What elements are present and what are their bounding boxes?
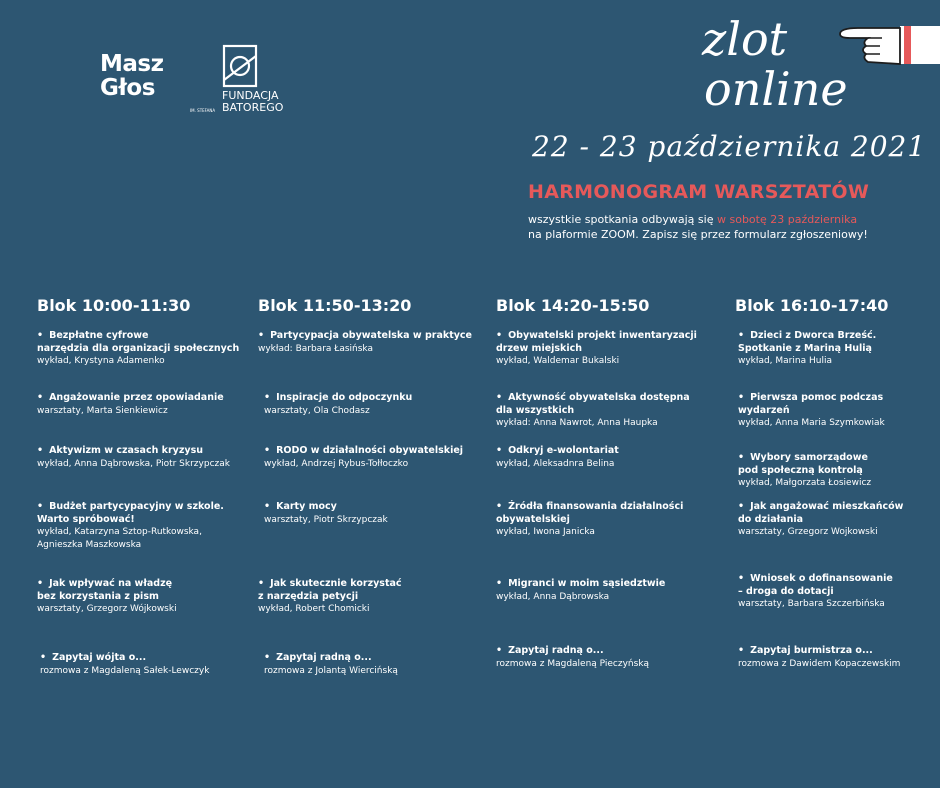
item-subtitle: warsztaty, Grzegorz Wojkowski <box>738 527 878 537</box>
bullet-icon: • <box>496 445 503 456</box>
event-title-line-2: online <box>704 62 848 116</box>
event-title <box>702 14 848 114</box>
bullet-icon: • <box>37 330 44 341</box>
block-2-title: Blok 11:50-13:20 <box>258 296 412 315</box>
block-3-title: Blok 14:20-15:50 <box>496 296 650 315</box>
fundacja-line-2: BATOREGO <box>222 101 284 114</box>
bullet-icon: • <box>738 501 745 512</box>
item-title: Budżet partycypacyjny w szkole. Warto spróbować! <box>37 501 224 525</box>
item-title: Karty mocy <box>276 501 337 512</box>
intro-part-1: wszystkie spotkania odbywają się <box>528 213 717 226</box>
item-title: Obywatelski projekt inwentaryzacji drzew miejskich <box>496 330 697 354</box>
item-subtitle: rozmowa z Dawidem Kopaczewskim <box>738 658 901 669</box>
block-1-title: Blok 10:00-11:30 <box>37 296 191 315</box>
item-title: Migranci w moim sąsiedztwie <box>508 578 666 589</box>
item-subtitle: wykład, Marina Hulia <box>738 356 832 366</box>
item-subtitle: rozmowa z Jolantą Wiercińską <box>264 665 398 676</box>
bullet-icon: • <box>37 501 44 512</box>
item-subtitle: warsztaty, Barbara Szczerbińska <box>738 599 885 609</box>
bullet-icon: • <box>37 578 44 589</box>
bullet-icon: • <box>37 445 44 456</box>
item-title: Wybory samorządowe pod społeczną kontrolą <box>738 452 868 476</box>
item-subtitle: wykład, Waldemar Bukalski <box>496 356 620 366</box>
item-title: Jak angażować mieszkańców do działania <box>738 501 904 525</box>
page-heading: HARMONOGRAM WARSZTATÓW <box>528 181 870 203</box>
block-3-item-6 <box>496 645 716 670</box>
item-subtitle: wykład, Anna Dąbrowska, Piotr Skrzypczak <box>37 458 230 469</box>
block-1-item-2 <box>37 392 257 417</box>
bullet-icon: • <box>264 501 271 512</box>
bullet-icon: • <box>258 330 265 341</box>
bullet-icon: • <box>496 392 503 403</box>
block-4-item-4 <box>738 501 940 539</box>
item-subtitle: wykład, Aleksadnra Belina <box>496 458 615 469</box>
item-title: Aktywizm w czasach kryzysu <box>49 445 204 456</box>
item-title: Bezpłatne cyfrowe narzędzia dla organizacji społecznych <box>37 330 240 354</box>
event-dates: 22 - 23 października 2021 <box>532 130 927 163</box>
item-title: Zapytaj burmistrza o... <box>750 645 873 656</box>
item-subtitle: wykład, Anna Dąbrowska <box>496 591 610 602</box>
item-title: Aktywność obywatelska dostępna dla wszystkich <box>496 392 690 416</box>
bullet-icon: • <box>496 501 503 512</box>
bullet-icon: • <box>738 392 745 403</box>
block-2-item-3 <box>264 445 484 470</box>
block-1-item-1 <box>37 330 257 368</box>
item-title: Pierwsza pomoc podczas wydarzeń <box>738 392 884 416</box>
item-subtitle: wykład, Małgorzata Łosiewicz <box>738 478 872 488</box>
item-subtitle: wykład, Katarzyna Sztop-Rutkowska, Agnieszka Maszkowska <box>37 527 202 550</box>
block-1-item-3 <box>37 445 257 470</box>
bullet-icon: • <box>496 645 503 656</box>
item-subtitle: wykład: Anna Nawrot, Anna Haupka <box>496 418 658 428</box>
item-title: Źródła finansowania działalności obywatelskiej <box>496 501 684 525</box>
item-title: Odkryj e-wolontariat <box>508 445 619 456</box>
bullet-icon: • <box>40 652 47 663</box>
item-subtitle: wykład, Anna Maria Szymkowiak <box>738 418 885 428</box>
block-4-item-5 <box>738 573 940 611</box>
item-title: Wniosek o dofinansowanie – droga do dotacji <box>738 573 893 597</box>
block-2-item-4 <box>264 501 484 526</box>
item-title: Partycypacja obywatelska w praktyce <box>270 330 472 341</box>
item-subtitle: warsztaty, Piotr Skrzypczak <box>264 514 388 525</box>
intro-text <box>528 212 928 242</box>
item-subtitle: wykład: Barbara Łasińska <box>258 343 373 354</box>
fundacja-line-1: FUNDACJA <box>222 89 279 102</box>
block-4-item-2 <box>738 392 940 430</box>
item-title: Zapytaj wójta o... <box>52 652 147 663</box>
fundacja-prefix: IM. STEFANA <box>190 108 216 113</box>
block-2-item-1 <box>258 330 478 355</box>
bullet-icon: • <box>738 330 745 341</box>
block-3-item-2 <box>496 392 716 430</box>
logo-line-2: Głos <box>100 75 155 101</box>
logo-line-1: Masz <box>100 51 164 77</box>
item-title: Angażowanie przez opowiadanie <box>49 392 224 403</box>
item-title: Zapytaj radną o... <box>508 645 604 656</box>
bullet-icon: • <box>738 573 745 584</box>
bullet-icon: • <box>264 392 271 403</box>
item-title: Inspiracje do odpoczynku <box>276 392 413 403</box>
bullet-icon: • <box>264 652 271 663</box>
block-4-title: Blok 16:10-17:40 <box>735 296 889 315</box>
event-title-line-1: zlot <box>702 12 788 66</box>
block-1-item-4 <box>37 501 257 551</box>
fundacja-logo-text <box>222 90 283 114</box>
item-subtitle: wykład, Krystyna Adamenko <box>37 356 165 366</box>
bullet-icon: • <box>264 445 271 456</box>
bullet-icon: • <box>258 578 265 589</box>
block-2-item-6 <box>264 652 484 677</box>
pointing-hand-icon <box>838 20 940 70</box>
item-subtitle: warsztaty, Marta Sienkiewicz <box>37 405 168 416</box>
intro-line-1 <box>528 212 928 227</box>
item-subtitle: warsztaty, Ola Chodasz <box>264 405 370 416</box>
block-4-item-3 <box>738 452 940 490</box>
item-subtitle: warsztaty, Grzegorz Wójkowski <box>37 604 177 614</box>
item-subtitle: wykład, Iwona Janicka <box>496 527 595 537</box>
block-1-item-5 <box>37 578 257 616</box>
bullet-icon: • <box>496 330 503 341</box>
item-title: Jak wpływać na władzę bez korzystania z pism <box>37 578 173 602</box>
block-3-item-4 <box>496 501 716 539</box>
masz-glos-logo <box>100 52 172 100</box>
block-4-item-6 <box>738 645 940 670</box>
bullet-icon: • <box>37 392 44 403</box>
block-4-item-1 <box>738 330 940 368</box>
intro-line-2: na plaformie ZOOM. Zapisz się przez formularz zgłoszeniowy! <box>528 228 868 241</box>
bullet-icon: • <box>496 578 503 589</box>
block-2-item-5 <box>258 578 478 616</box>
block-3-item-5 <box>496 578 716 603</box>
bullet-icon: • <box>738 452 745 463</box>
item-title: Dzieci z Dworca Brześć. Spotkanie z Mariną Hulią <box>738 330 877 354</box>
block-1-item-6 <box>40 652 260 677</box>
item-subtitle: wykład, Robert Chomicki <box>258 604 370 614</box>
item-subtitle: rozmowa z Magdaleną Pieczyńską <box>496 658 650 669</box>
item-subtitle: wykład, Andrzej Rybus-Tołłoczko <box>264 458 409 469</box>
item-subtitle: rozmowa z Magdaleną Sałek-Lewczyk <box>40 665 210 676</box>
intro-highlight: w sobotę 23 października <box>716 213 858 226</box>
item-title: Jak skutecznie korzystać z narzędzia petycji <box>258 578 402 602</box>
bullet-icon: • <box>738 645 745 656</box>
block-3-item-1 <box>496 330 716 368</box>
block-3-item-3 <box>496 445 716 470</box>
item-title: RODO w działalności obywatelskiej <box>276 445 464 456</box>
block-2-item-2 <box>264 392 484 417</box>
item-title: Zapytaj radną o... <box>276 652 372 663</box>
